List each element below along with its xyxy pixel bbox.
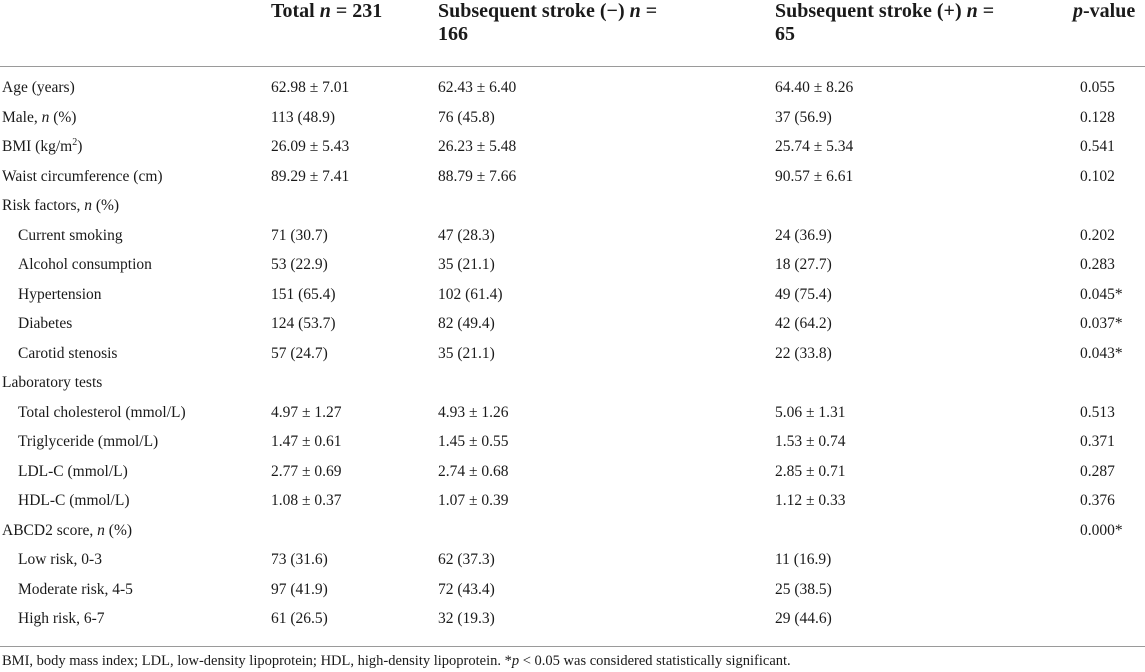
cell-neg: 4.93 ± 1.26 — [438, 403, 509, 421]
table-row — [0, 280, 1145, 310]
cell-p: 0.513 — [1080, 403, 1115, 421]
cell-pos: 29 (44.6) — [775, 610, 832, 627]
cell-p: 0.000* — [1080, 521, 1123, 539]
row-label: Moderate risk, 4-5 — [18, 580, 133, 598]
cell-neg: 1.45 ± 0.55 — [438, 433, 509, 450]
table-section-row — [0, 368, 1145, 398]
table-row — [0, 250, 1145, 280]
cell-p: 0.128 — [1080, 108, 1115, 126]
cell-neg: 82 (49.4) — [438, 315, 495, 332]
row-label: Carotid stenosis — [18, 344, 118, 362]
cell-total: 53 (22.9) — [271, 256, 328, 273]
table-row — [0, 73, 1145, 103]
cell-pos: 1.12 ± 0.33 — [775, 492, 846, 509]
cell-total: 61 (26.5) — [271, 610, 328, 627]
cell-neg: 2.74 ± 0.68 — [438, 462, 509, 480]
table-row — [0, 604, 1145, 634]
cell-p: 0.043* — [1080, 344, 1123, 362]
row-label: Current smoking — [18, 226, 123, 244]
cell-pos: 18 (27.7) — [775, 256, 832, 273]
cell-p: 0.202 — [1080, 226, 1115, 244]
cell-total: 1.08 ± 0.37 — [271, 492, 342, 509]
cell-p: 0.376 — [1080, 492, 1115, 509]
table-footnote: BMI, body mass index; LDL, low-density lipoprotein; HDL, high-density lipoprotein. *p < 0.05 was considered statistically significant. — [2, 653, 791, 669]
table-row — [0, 427, 1145, 457]
header-p-value: p-value — [1073, 0, 1136, 22]
cell-total: 2.77 ± 0.69 — [271, 462, 342, 480]
cell-total: 62.98 ± 7.01 — [271, 79, 350, 96]
cell-total: 113 (48.9) — [271, 108, 335, 126]
row-label: BMI $(kg/m^2)$ — [2, 136, 83, 155]
header-total: Total n = 231 — [271, 0, 383, 22]
footer-rule — [0, 646, 1145, 647]
row-label: Low risk, 0-3 — [18, 551, 102, 568]
cell-p: 0.371 — [1080, 433, 1115, 450]
cell-p: 0.283 — [1080, 256, 1115, 273]
section-label-risk-factors: Risk factors, n (%) — [2, 197, 120, 214]
cell-p: 0.037* — [1080, 315, 1123, 332]
cell-total: 26.09 ± 5.43 — [271, 138, 350, 155]
cell-neg: 32 (19.3) — [438, 610, 495, 627]
table-row — [0, 545, 1145, 575]
header-stroke-negative: Subsequent stroke (−) n = 166 — [438, 0, 658, 45]
table-row — [0, 132, 1145, 162]
cell-neg: 102 (61.4) — [438, 285, 503, 303]
cell-total: 71 (30.7) — [271, 226, 328, 244]
cell-pos: 24 (36.9) — [775, 226, 832, 244]
cell-pos: 90.57 ± 6.61 — [775, 167, 854, 185]
table-row — [0, 398, 1145, 428]
row-label: Alcohol consumption — [18, 256, 152, 273]
cell-total: 73 (31.6) — [271, 551, 328, 568]
row-label: High risk, 6-7 — [18, 610, 105, 627]
section-label-abcd2: ABCD2 score, n (%) — [2, 521, 133, 539]
row-label: Total cholesterol (mmol/L) — [18, 403, 186, 421]
row-label: Waist circumference (cm) — [2, 167, 163, 185]
cell-p: 0.287 — [1080, 462, 1115, 480]
cell-pos: 49 (75.4) — [775, 285, 832, 303]
cell-neg: 72 (43.4) — [438, 580, 495, 598]
row-label: Age (years) — [2, 79, 75, 96]
table-header — [0, 0, 1145, 66]
table-row — [0, 457, 1145, 487]
cell-p: 0.102 — [1080, 167, 1115, 185]
cell-p: 0.055 — [1080, 79, 1115, 96]
cell-neg: 62.43 ± 6.40 — [438, 79, 517, 96]
table-row — [0, 309, 1145, 339]
cell-neg: 88.79 ± 7.66 — [438, 167, 517, 185]
cell-total: 57 (24.7) — [271, 344, 328, 362]
row-label: Male, n (%) — [2, 108, 77, 126]
cell-pos: 42 (64.2) — [775, 315, 832, 332]
cell-total: 4.97 ± 1.27 — [271, 403, 342, 421]
cell-total: 97 (41.9) — [271, 580, 328, 598]
cell-pos: 64.40 ± 8.26 — [775, 79, 854, 96]
table-row — [0, 575, 1145, 605]
table-section-row — [0, 516, 1145, 546]
table-row — [0, 339, 1145, 369]
cell-pos: 5.06 ± 1.31 — [775, 403, 846, 421]
row-label: Triglyceride (mmol/L) — [18, 433, 159, 450]
cell-pos: 11 (16.9) — [775, 551, 832, 568]
cell-pos: 1.53 ± 0.74 — [775, 433, 846, 450]
row-label: HDL-C (mmol/L) — [18, 492, 130, 509]
header-rule — [0, 66, 1145, 67]
cell-total: 89.29 ± 7.41 — [271, 167, 350, 185]
cell-pos: 25 (38.5) — [775, 580, 832, 598]
cell-pos: 37 (56.9) — [775, 108, 832, 126]
cell-neg: 76 (45.8) — [438, 108, 495, 126]
table-row — [0, 162, 1145, 192]
cell-neg: 47 (28.3) — [438, 226, 495, 244]
cell-neg: 35 (21.1) — [438, 256, 495, 273]
cell-pos: 2.85 ± 0.71 — [775, 462, 846, 480]
cell-total: 1.47 ± 0.61 — [271, 433, 342, 450]
cell-pos: 25.74 ± 5.34 — [775, 138, 854, 155]
row-label: LDL-C (mmol/L) — [18, 462, 128, 480]
table-row — [0, 103, 1145, 133]
section-label-laboratory-tests: Laboratory tests — [2, 374, 103, 391]
header-stroke-positive: Subsequent stroke (+) n = 65 — [775, 0, 995, 45]
table-row — [0, 486, 1145, 516]
cell-p: 0.045* — [1080, 285, 1123, 303]
cell-neg: 1.07 ± 0.39 — [438, 492, 509, 509]
cell-neg: 35 (21.1) — [438, 344, 495, 362]
cell-p: 0.541 — [1080, 138, 1115, 155]
table-row — [0, 221, 1145, 251]
cell-total: 124 (53.7) — [271, 315, 336, 332]
table-section-row — [0, 191, 1145, 221]
row-label: Diabetes — [18, 315, 73, 332]
row-label: Hypertension — [18, 285, 102, 303]
cell-pos: 22 (33.8) — [775, 344, 832, 362]
cell-neg: 62 (37.3) — [438, 551, 495, 568]
cell-neg: 26.23 ± 5.48 — [438, 138, 517, 155]
cell-total: 151 (65.4) — [271, 285, 336, 303]
